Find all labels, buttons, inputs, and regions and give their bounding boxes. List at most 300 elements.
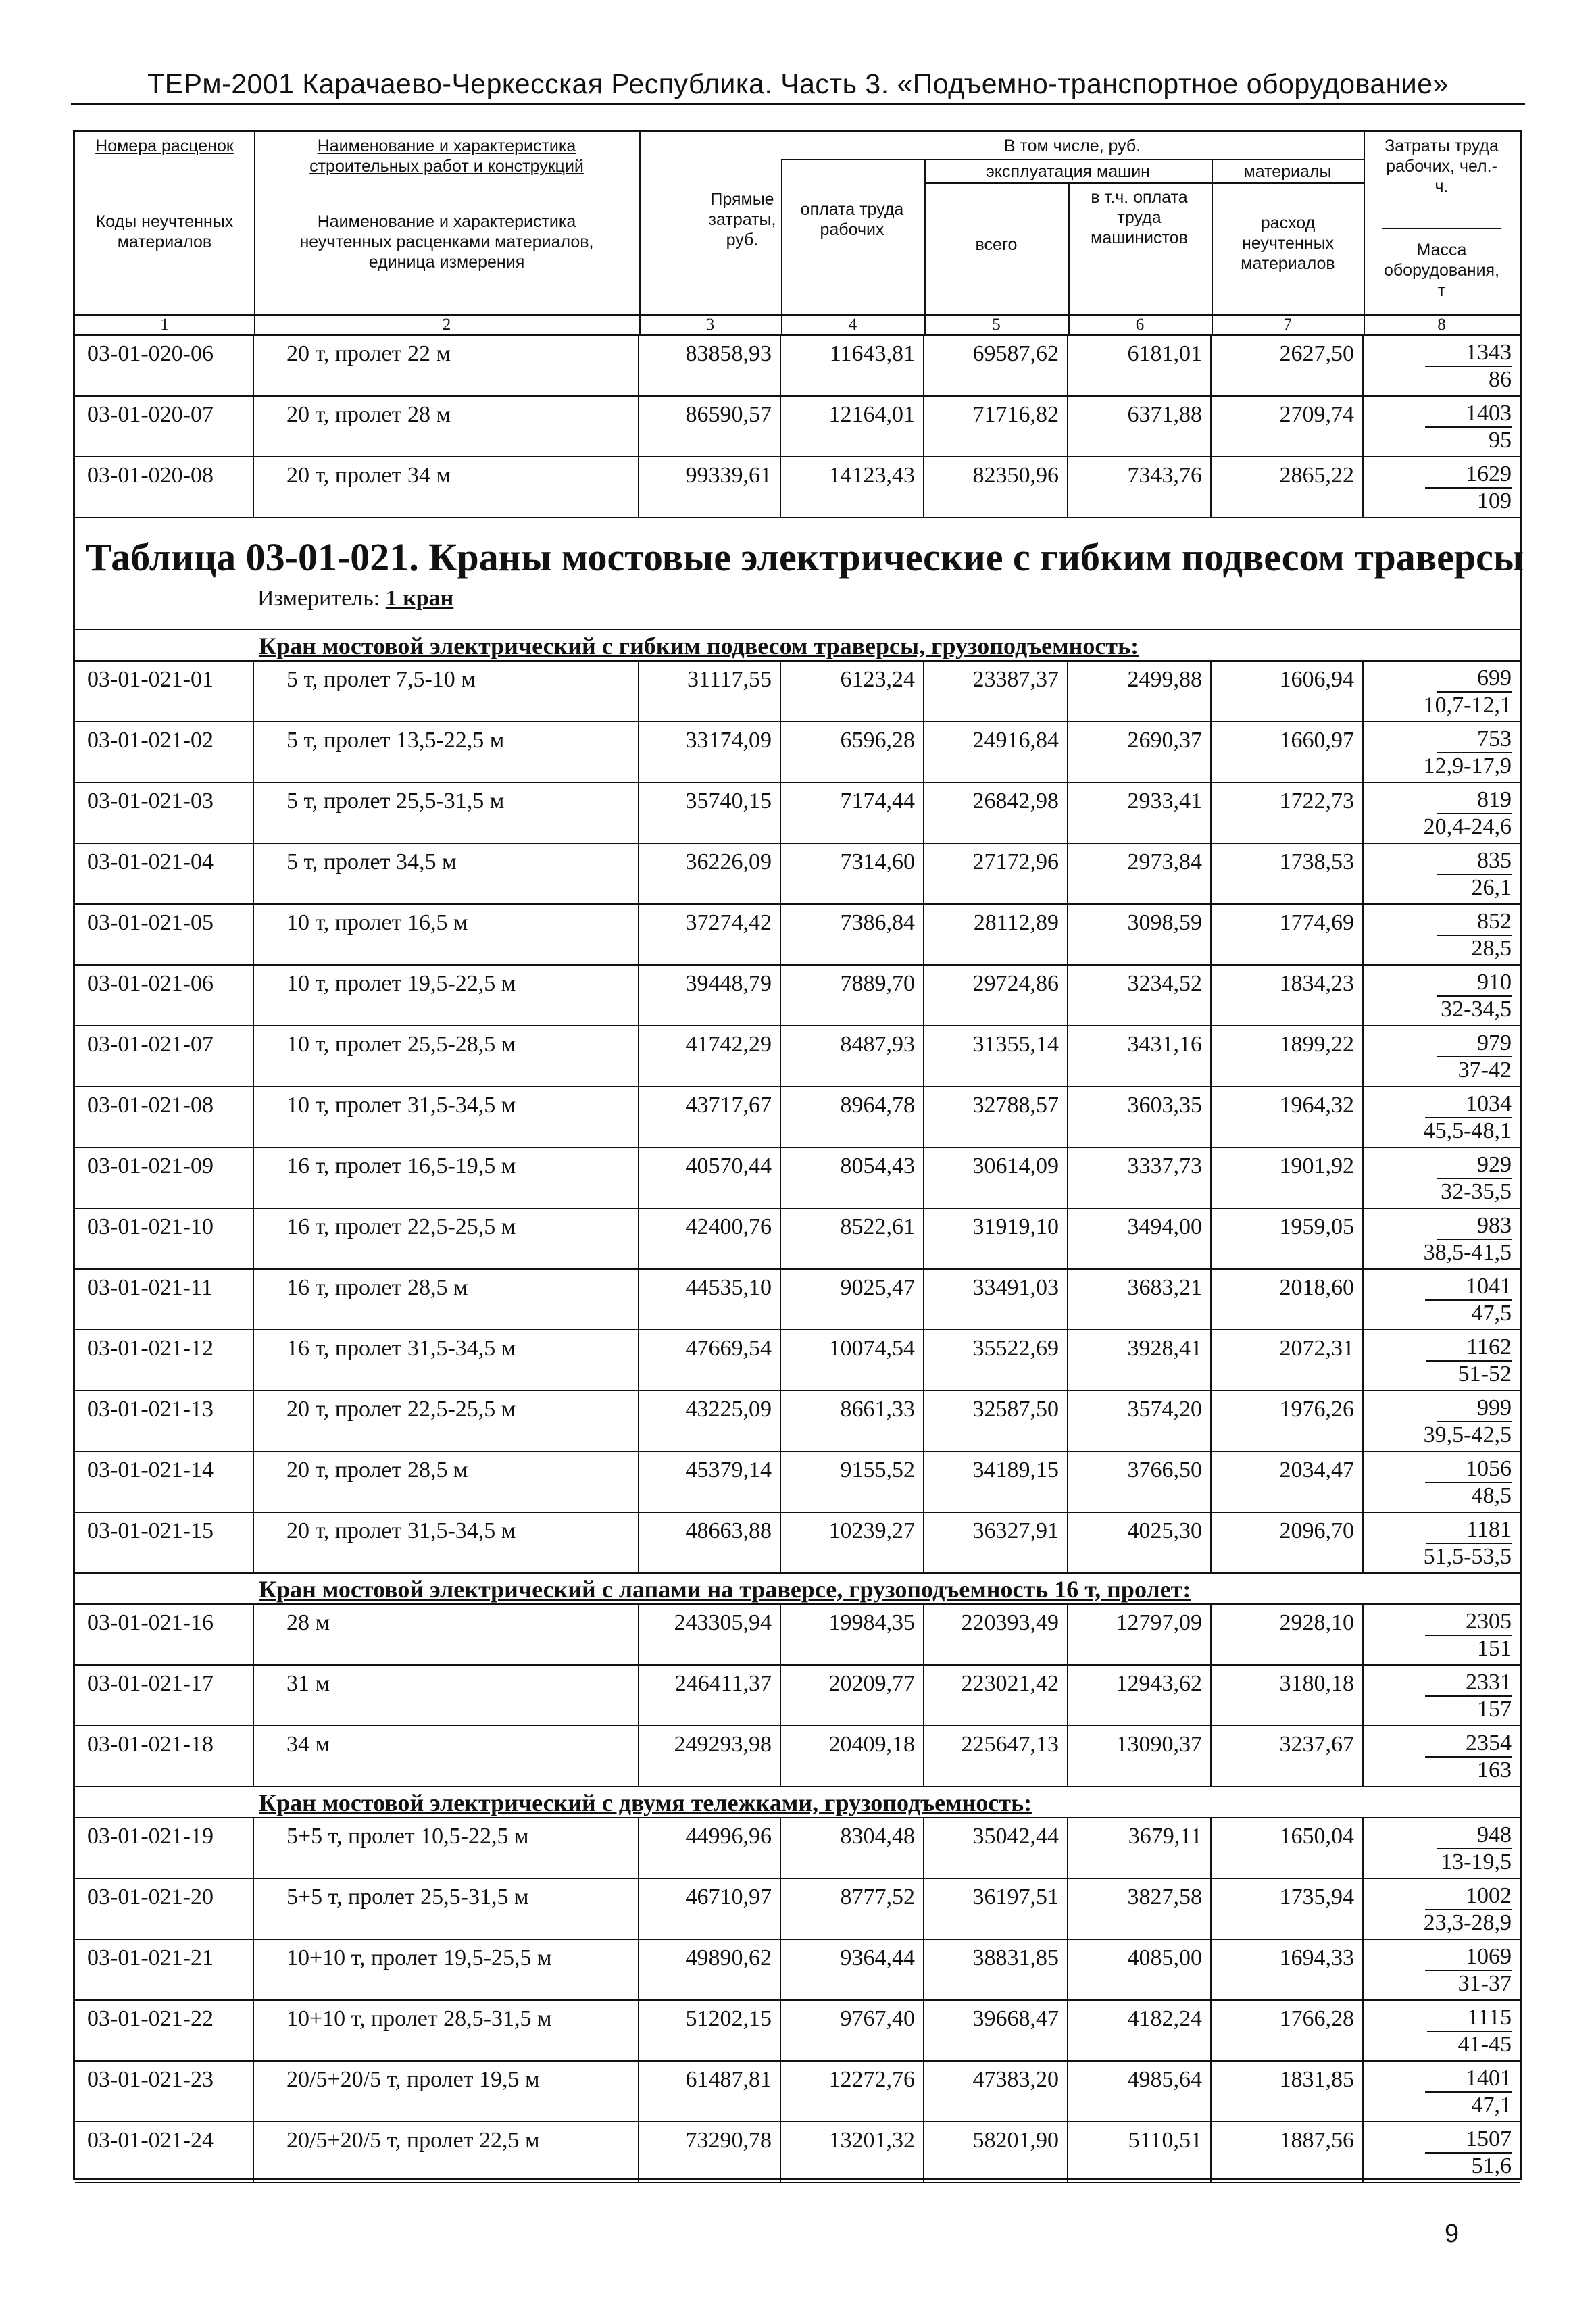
machines-total: 225647,13 xyxy=(924,1726,1068,1786)
work-name: 20/5+20/5 т, пролет 22,5 м xyxy=(254,2122,639,2182)
materials-cost: 1831,85 xyxy=(1212,2062,1364,2121)
labor-mass-cell xyxy=(1364,1666,1520,1725)
machinist-pay: 2933,41 xyxy=(1068,783,1212,843)
rate-code: 03-01-020-07 xyxy=(75,397,254,456)
labor-mass-cell xyxy=(1364,1879,1520,1939)
labor-mass-cell xyxy=(1364,1087,1520,1147)
labor-hours: 1034 xyxy=(1425,1091,1512,1118)
labor-hours: 929 xyxy=(1437,1152,1512,1179)
worker-pay: 13201,32 xyxy=(781,2122,924,2182)
work-name: 20 т, пролет 22,5-25,5 м xyxy=(254,1391,639,1451)
machines-total: 82350,96 xyxy=(924,457,1068,517)
materials-cost: 1606,94 xyxy=(1212,662,1364,721)
direct-costs: 39448,79 xyxy=(639,966,781,1025)
worker-pay: 8054,43 xyxy=(781,1148,924,1208)
work-name: 28 м xyxy=(254,1605,639,1664)
labor-hours: 1401 xyxy=(1425,2066,1512,2093)
labor-mass-cell xyxy=(1364,966,1520,1025)
rate-code: 03-01-021-08 xyxy=(75,1087,254,1147)
direct-costs: 37274,42 xyxy=(639,905,781,964)
equipment-mass: 163 xyxy=(1477,1758,1512,1783)
machines-total: 47383,20 xyxy=(924,2062,1068,2121)
machinist-pay: 3928,41 xyxy=(1068,1330,1212,1390)
labor-mass-cell xyxy=(1364,2122,1520,2182)
work-name: 10+10 т, пролет 28,5-31,5 м xyxy=(254,2001,639,2060)
equipment-mass: 12,9-17,9 xyxy=(1423,753,1512,778)
materials-cost: 1959,05 xyxy=(1212,1209,1364,1268)
direct-costs: 249293,98 xyxy=(639,1726,781,1786)
direct-costs: 46710,97 xyxy=(639,1879,781,1939)
name-top-label: Наименование и характеристика строительных работ и конструкций xyxy=(309,136,584,176)
worker-pay: 14123,43 xyxy=(781,457,924,517)
table-row xyxy=(75,1330,1520,1391)
direct-costs: 44996,96 xyxy=(639,1818,781,1878)
direct-costs: 47669,54 xyxy=(639,1330,781,1390)
labor-mass-cell xyxy=(1364,2001,1520,2060)
codes-top-label: Номера расценок xyxy=(95,136,234,155)
machines-total: 223021,42 xyxy=(924,1666,1068,1725)
work-name: 20 т, пролет 31,5-34,5 м xyxy=(254,1513,639,1572)
labor-mass-cell xyxy=(1364,1513,1520,1572)
direct-costs: 48663,88 xyxy=(639,1513,781,1572)
labor-hours: 1115 xyxy=(1427,2005,1512,2032)
materials-cost: 2627,50 xyxy=(1212,336,1364,395)
work-name: 20 т, пролет 22 м xyxy=(254,336,639,395)
labor-mass-cell xyxy=(1364,1391,1520,1451)
direct-costs: 246411,37 xyxy=(639,1666,781,1725)
materials-cost: 1834,23 xyxy=(1212,966,1364,1025)
rate-code: 03-01-021-15 xyxy=(75,1513,254,1572)
materials-cost: 1964,32 xyxy=(1212,1087,1364,1147)
worker-pay: 12164,01 xyxy=(781,397,924,456)
rate-code: 03-01-021-23 xyxy=(75,2062,254,2121)
worker-pay: 20409,18 xyxy=(781,1726,924,1786)
equipment-mass: 109 xyxy=(1477,489,1512,514)
work-name: 16 т, пролет 16,5-19,5 м xyxy=(254,1148,639,1208)
rate-code: 03-01-021-16 xyxy=(75,1605,254,1664)
rate-code: 03-01-021-21 xyxy=(75,1940,254,1999)
table-row xyxy=(75,2001,1520,2062)
worker-pay: 12272,76 xyxy=(781,2062,924,2121)
equipment-mass: 13-19,5 xyxy=(1441,1849,1512,1874)
equipment-mass: 151 xyxy=(1477,1636,1512,1661)
worker-pay: 11643,81 xyxy=(781,336,924,395)
labor-hours: 1403 xyxy=(1425,401,1512,428)
machinist-pay: 3679,11 xyxy=(1068,1818,1212,1878)
rate-code: 03-01-021-19 xyxy=(75,1818,254,1878)
machines-total: 35522,69 xyxy=(924,1330,1068,1390)
materials-cost: 2096,70 xyxy=(1212,1513,1364,1572)
work-name: 10 т, пролет 16,5 м xyxy=(254,905,639,964)
equipment-mass: 26,1 xyxy=(1471,875,1512,900)
machinist-pay: 4182,24 xyxy=(1068,2001,1212,2060)
materials-cost: 1735,94 xyxy=(1212,1879,1364,1939)
exploitation-label: эксплуатация машин xyxy=(986,162,1150,181)
machines-total: 69587,62 xyxy=(924,336,1068,395)
labor-mass-cell xyxy=(1364,722,1520,782)
worker-pay: 10074,54 xyxy=(781,1330,924,1390)
table-row xyxy=(75,1726,1520,1787)
equipment-mass: 86 xyxy=(1489,367,1512,392)
table-row xyxy=(75,1148,1520,1209)
materials-cost: 1774,69 xyxy=(1212,905,1364,964)
labor-mass-cell xyxy=(1364,662,1520,721)
machinist-pay: 3574,20 xyxy=(1068,1391,1212,1451)
labor-hours: 999 xyxy=(1437,1395,1512,1422)
work-name: 31 м xyxy=(254,1666,639,1725)
labor-mass-cell xyxy=(1364,1452,1520,1512)
worker-pay: 20209,77 xyxy=(781,1666,924,1725)
machinist-pay: 12943,62 xyxy=(1068,1666,1212,1725)
equipment-mass: 10,7-12,1 xyxy=(1423,693,1512,718)
section-heading xyxy=(75,1574,1520,1605)
labor-mass-cell xyxy=(1364,2062,1520,2121)
direct-label: Прямые затраты, руб. xyxy=(708,190,776,249)
rate-code: 03-01-021-14 xyxy=(75,1452,254,1512)
worker-pay: 8522,61 xyxy=(781,1209,924,1268)
machinist-pay: 13090,37 xyxy=(1068,1726,1212,1786)
work-name: 10 т, пролет 19,5-22,5 м xyxy=(254,966,639,1025)
table-row xyxy=(75,966,1520,1026)
measure-label: Измеритель: xyxy=(257,586,380,611)
machinist-pay: 5110,51 xyxy=(1068,2122,1212,2182)
labor-label: Затраты труда рабочих, чел.-ч. xyxy=(1385,136,1499,196)
direct-costs: 31117,55 xyxy=(639,662,781,721)
direct-costs: 36226,09 xyxy=(639,844,781,903)
labor-mass-cell xyxy=(1364,397,1520,456)
direct-costs: 86590,57 xyxy=(639,397,781,456)
equipment-mass: 47,5 xyxy=(1471,1301,1512,1326)
machines-total: 38831,85 xyxy=(924,1940,1068,1999)
labor-hours: 1056 xyxy=(1425,1456,1512,1483)
rate-code: 03-01-021-02 xyxy=(75,722,254,782)
table-title: Таблица 03-01-021. Краны мостовые электрические с гибким подвесом траверсы xyxy=(86,535,1524,579)
labor-mass-cell xyxy=(1364,457,1520,517)
work-name: 20 т, пролет 28 м xyxy=(254,397,639,456)
labor-hours: 835 xyxy=(1437,848,1512,875)
direct-costs: 43225,09 xyxy=(639,1391,781,1451)
rate-code: 03-01-021-05 xyxy=(75,905,254,964)
worker-pay: 6596,28 xyxy=(781,722,924,782)
machinist-label: в т.ч. оплата труда машинистов xyxy=(1091,188,1188,247)
work-name: 10+10 т, пролет 19,5-25,5 м xyxy=(254,1940,639,1999)
labor-hours: 1041 xyxy=(1425,1274,1512,1301)
rate-code: 03-01-021-20 xyxy=(75,1879,254,1939)
equipment-mass: 32-34,5 xyxy=(1441,997,1512,1022)
equipment-mass: 41-45 xyxy=(1457,2032,1512,2057)
equipment-mass: 28,5 xyxy=(1471,936,1512,961)
column-numbers-row: 1 2 3 4 5 6 7 8 xyxy=(75,314,1520,336)
machines-total: 35042,44 xyxy=(924,1818,1068,1878)
machines-total: 33491,03 xyxy=(924,1270,1068,1329)
mass-label: Масса оборудования, т xyxy=(1383,241,1500,300)
labor-mass-cell xyxy=(1364,1818,1520,1878)
machines-total: 26842,98 xyxy=(924,783,1068,843)
materials-cost: 2034,47 xyxy=(1212,1452,1364,1512)
machines-total: 28112,89 xyxy=(924,905,1068,964)
direct-costs: 35740,15 xyxy=(639,783,781,843)
machinist-pay: 4985,64 xyxy=(1068,2062,1212,2121)
worker-pay: 8304,48 xyxy=(781,1818,924,1878)
labor-hours: 1002 xyxy=(1425,1883,1512,1910)
table-row xyxy=(75,1391,1520,1452)
table-row xyxy=(75,1879,1520,1940)
labor-hours: 1629 xyxy=(1425,462,1512,489)
machines-total: 36327,91 xyxy=(924,1513,1068,1572)
worker-pay: 19984,35 xyxy=(781,1605,924,1664)
machinist-pay: 2973,84 xyxy=(1068,844,1212,903)
table-title-block xyxy=(75,518,1524,630)
labor-hours: 819 xyxy=(1437,787,1512,814)
machines-total: 71716,82 xyxy=(924,397,1068,456)
direct-costs: 45379,14 xyxy=(639,1452,781,1512)
table-row xyxy=(75,1818,1520,1879)
worker-pay: 7386,84 xyxy=(781,905,924,964)
direct-costs: 42400,76 xyxy=(639,1209,781,1268)
labor-mass-cell xyxy=(1364,1026,1520,1086)
machines-total: 58201,90 xyxy=(924,2122,1068,2182)
worker-pay: 9155,52 xyxy=(781,1452,924,1512)
labor-mass-cell xyxy=(1364,1940,1520,1999)
table-row xyxy=(75,662,1520,722)
section-heading-text: Кран мостовой электрический с гибким подвесом траверсы, грузоподъемность: xyxy=(259,632,1139,659)
materials-cost: 3237,67 xyxy=(1212,1726,1364,1786)
header-text: ТЕРм-2001 Карачаево-Черкесская Республика. Часть 3. «Подъемно-транспортное оборудование» xyxy=(147,68,1449,99)
materials-cost: 1694,33 xyxy=(1212,1940,1364,1999)
labor-mass-cell xyxy=(1364,844,1520,903)
worker-pay: 7889,70 xyxy=(781,966,924,1025)
table-row xyxy=(75,1513,1520,1574)
work-name: 5+5 т, пролет 25,5-31,5 м xyxy=(254,1879,639,1939)
worker-pay: 8964,78 xyxy=(781,1087,924,1147)
machinist-pay: 3098,59 xyxy=(1068,905,1212,964)
equipment-mass: 51,6 xyxy=(1471,2154,1512,2179)
direct-costs: 41742,29 xyxy=(639,1026,781,1086)
work-name: 16 т, пролет 31,5-34,5 м xyxy=(254,1330,639,1390)
labor-mass-cell xyxy=(1364,783,1520,843)
work-name: 10 т, пролет 31,5-34,5 м xyxy=(254,1087,639,1147)
direct-costs: 43717,67 xyxy=(639,1087,781,1147)
work-name: 16 т, пролет 28,5 м xyxy=(254,1270,639,1329)
equipment-mass: 95 xyxy=(1489,428,1512,453)
machines-total: 39668,47 xyxy=(924,2001,1068,2060)
equipment-mass: 20,4-24,6 xyxy=(1423,814,1512,839)
table-row xyxy=(75,722,1520,783)
labor-mass-cell xyxy=(1364,1270,1520,1329)
table-row xyxy=(75,397,1520,457)
labor-mass-cell xyxy=(1364,1209,1520,1268)
materials-cost: 1901,92 xyxy=(1212,1148,1364,1208)
direct-costs: 61487,81 xyxy=(639,2062,781,2121)
table-row xyxy=(75,1026,1520,1087)
rate-code: 03-01-021-18 xyxy=(75,1726,254,1786)
machinist-pay: 2690,37 xyxy=(1068,722,1212,782)
labor-mass-cell xyxy=(1364,336,1520,395)
pay-label: оплата труда рабочих xyxy=(800,200,904,239)
table-row xyxy=(75,1087,1520,1148)
equipment-mass: 37-42 xyxy=(1457,1057,1512,1082)
table-row xyxy=(75,1209,1520,1270)
labor-hours: 983 xyxy=(1437,1213,1512,1240)
work-name: 5 т, пролет 25,5-31,5 м xyxy=(254,783,639,843)
worker-pay: 9364,44 xyxy=(781,1940,924,1999)
direct-costs: 73290,78 xyxy=(639,2122,781,2182)
worker-pay: 9767,40 xyxy=(781,2001,924,2060)
labor-hours: 2331 xyxy=(1425,1670,1512,1697)
labor-hours: 979 xyxy=(1437,1030,1512,1057)
work-name: 5 т, пролет 34,5 м xyxy=(254,844,639,903)
machinist-pay: 3683,21 xyxy=(1068,1270,1212,1329)
equipment-mass: 45,5-48,1 xyxy=(1423,1118,1512,1143)
worker-pay: 6123,24 xyxy=(781,662,924,721)
including-label: В том числе, руб. xyxy=(1003,136,1141,155)
machinist-pay: 4025,30 xyxy=(1068,1513,1212,1572)
machinist-pay: 6181,01 xyxy=(1068,336,1212,395)
rate-code: 03-01-021-11 xyxy=(75,1270,254,1329)
table-row xyxy=(75,336,1520,397)
machinist-pay: 7343,76 xyxy=(1068,457,1212,517)
equipment-mass: 31-37 xyxy=(1457,1971,1512,1996)
direct-costs: 83858,93 xyxy=(639,336,781,395)
materials-cost: 1660,97 xyxy=(1212,722,1364,782)
labor-mass-cell xyxy=(1364,1148,1520,1208)
work-name: 10 т, пролет 25,5-28,5 м xyxy=(254,1026,639,1086)
machines-total: 30614,09 xyxy=(924,1148,1068,1208)
machines-total: 36197,51 xyxy=(924,1879,1068,1939)
worker-pay: 9025,47 xyxy=(781,1270,924,1329)
materials-cost: 2018,60 xyxy=(1212,1270,1364,1329)
direct-costs: 51202,15 xyxy=(639,2001,781,2060)
machinist-pay: 3234,52 xyxy=(1068,966,1212,1025)
materials-cost: 1887,56 xyxy=(1212,2122,1364,2182)
worker-pay: 8487,93 xyxy=(781,1026,924,1086)
labor-hours: 1181 xyxy=(1426,1517,1512,1544)
rate-code: 03-01-021-24 xyxy=(75,2122,254,2182)
labor-hours: 1069 xyxy=(1425,1944,1512,1971)
machinist-pay: 2499,88 xyxy=(1068,662,1212,721)
table-row xyxy=(75,2062,1520,2122)
materials-cost: 3180,18 xyxy=(1212,1666,1364,1725)
labor-hours: 910 xyxy=(1437,970,1512,997)
total-label: всего xyxy=(975,235,1018,254)
rate-code: 03-01-021-22 xyxy=(75,2001,254,2060)
machines-total: 32788,57 xyxy=(924,1087,1068,1147)
machines-total: 24916,84 xyxy=(924,722,1068,782)
machinist-pay: 12797,09 xyxy=(1068,1605,1212,1664)
labor-hours: 699 xyxy=(1437,666,1512,693)
materials-cost: 1738,53 xyxy=(1212,844,1364,903)
worker-pay: 10239,27 xyxy=(781,1513,924,1572)
equipment-mass: 47,1 xyxy=(1471,2093,1512,2118)
machinist-pay: 3766,50 xyxy=(1068,1452,1212,1512)
machines-total: 29724,86 xyxy=(924,966,1068,1025)
machinist-pay: 3337,73 xyxy=(1068,1148,1212,1208)
work-name: 5 т, пролет 7,5-10 м xyxy=(254,662,639,721)
table-row xyxy=(75,783,1520,844)
direct-costs: 49890,62 xyxy=(639,1940,781,1999)
work-name: 20/5+20/5 т, пролет 19,5 м xyxy=(254,2062,639,2121)
table-row xyxy=(75,1940,1520,2001)
rate-code: 03-01-021-13 xyxy=(75,1391,254,1451)
page-number: 9 xyxy=(1445,2220,1460,2248)
materials-cost: 1899,22 xyxy=(1212,1026,1364,1086)
equipment-mass: 157 xyxy=(1477,1697,1512,1722)
rate-code: 03-01-021-04 xyxy=(75,844,254,903)
materials-cost: 1766,28 xyxy=(1212,2001,1364,2060)
worker-pay: 7174,44 xyxy=(781,783,924,843)
section-heading-text: Кран мостовой электрический с лапами на траверсе, грузоподъемность 16 т, пролет: xyxy=(259,1576,1191,1603)
labor-mass-cell xyxy=(1364,1330,1520,1390)
worker-pay: 8661,33 xyxy=(781,1391,924,1451)
labor-mass-cell xyxy=(1364,905,1520,964)
materials-cost: 2072,31 xyxy=(1212,1330,1364,1390)
mat-unaccounted-label: расход неучтенных материалов xyxy=(1241,214,1335,273)
machinist-pay: 3603,35 xyxy=(1068,1087,1212,1147)
measure-line xyxy=(257,586,453,612)
direct-costs: 99339,61 xyxy=(639,457,781,517)
name-bottom-label: Наименование и характеристика неучтенных расценками материалов, единица измерения xyxy=(299,212,594,272)
machines-total: 220393,49 xyxy=(924,1605,1068,1664)
section-heading xyxy=(75,630,1520,662)
work-name: 20 т, пролет 28,5 м xyxy=(254,1452,639,1512)
section-heading xyxy=(75,1787,1520,1818)
materials-cost: 2709,74 xyxy=(1212,397,1364,456)
equipment-mass: 38,5-41,5 xyxy=(1423,1240,1512,1265)
materials-cost: 2865,22 xyxy=(1212,457,1364,517)
rate-code: 03-01-021-17 xyxy=(75,1666,254,1725)
machines-total: 34189,15 xyxy=(924,1452,1068,1512)
rate-code: 03-01-020-08 xyxy=(75,457,254,517)
section-heading-text: Кран мостовой электрический с двумя тележками, грузоподъемность: xyxy=(259,1789,1032,1816)
labor-hours: 753 xyxy=(1437,726,1512,753)
equipment-mass: 51,5-53,5 xyxy=(1423,1544,1512,1569)
work-name: 34 м xyxy=(254,1726,639,1786)
equipment-mass: 48,5 xyxy=(1471,1483,1512,1508)
machines-total: 23387,37 xyxy=(924,662,1068,721)
table-row xyxy=(75,844,1520,905)
table-row xyxy=(75,1666,1520,1726)
labor-hours: 1162 xyxy=(1426,1335,1512,1362)
labor-hours: 1343 xyxy=(1425,340,1512,367)
materials-cost: 1650,04 xyxy=(1212,1818,1364,1878)
table-head xyxy=(75,132,1520,314)
rate-code: 03-01-021-12 xyxy=(75,1330,254,1390)
measure-value: 1 кран xyxy=(385,586,454,611)
direct-costs: 40570,44 xyxy=(639,1148,781,1208)
materials-cost: 2928,10 xyxy=(1212,1605,1364,1664)
machines-total: 27172,96 xyxy=(924,844,1068,903)
materials-label: материалы xyxy=(1243,162,1332,181)
work-name: 16 т, пролет 22,5-25,5 м xyxy=(254,1209,639,1268)
equipment-mass: 23,3-28,9 xyxy=(1423,1910,1512,1935)
rate-code: 03-01-021-10 xyxy=(75,1209,254,1268)
labor-mass-cell xyxy=(1364,1605,1520,1664)
rate-code: 03-01-021-07 xyxy=(75,1026,254,1086)
table-row xyxy=(75,1452,1520,1513)
rate-code: 03-01-020-06 xyxy=(75,336,254,395)
materials-cost: 1976,26 xyxy=(1212,1391,1364,1451)
work-name: 5 т, пролет 13,5-22,5 м xyxy=(254,722,639,782)
labor-hours: 1507 xyxy=(1425,2126,1512,2154)
machinist-pay: 6371,88 xyxy=(1068,397,1212,456)
materials-cost: 1722,73 xyxy=(1212,783,1364,843)
worker-pay: 8777,52 xyxy=(781,1879,924,1939)
labor-mass-cell xyxy=(1364,1726,1520,1786)
machines-total: 32587,50 xyxy=(924,1391,1068,1451)
worker-pay: 7314,60 xyxy=(781,844,924,903)
table-row xyxy=(75,1270,1520,1330)
table-row xyxy=(75,2122,1520,2183)
